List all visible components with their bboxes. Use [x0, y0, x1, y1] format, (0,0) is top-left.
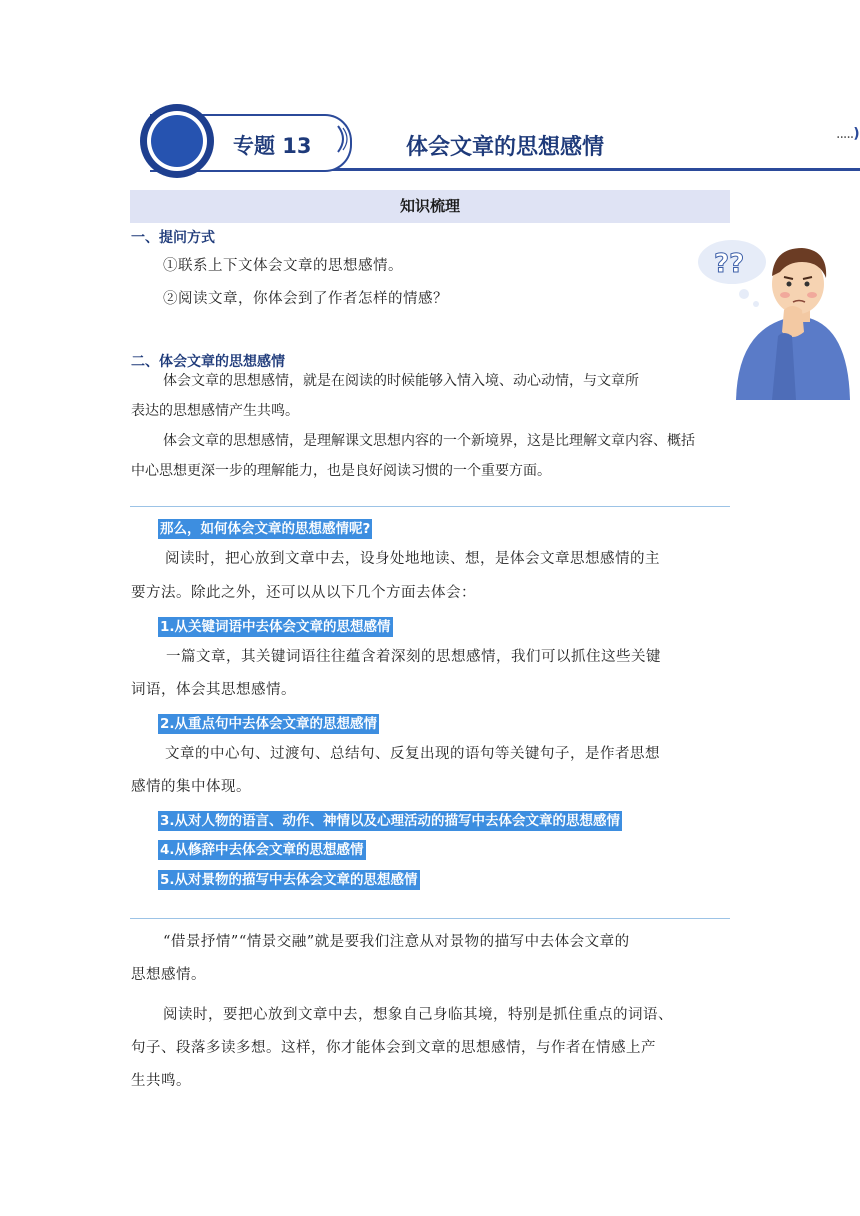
- closing-p1-line1: “借景抒情”“情景交融”就是要我们注意从对景物的描写中去体会文章的: [163, 934, 630, 950]
- section2-p1-line2: 表达的思想感情产生共鸣。: [131, 403, 299, 419]
- divider: [130, 918, 730, 919]
- method-intro-line1: 阅读时，把心放到文章中去，设身处地地读、想，是体会文章思想感情的主: [165, 551, 660, 567]
- question-item-1: ①联系上下文体会文章的思想感情。: [163, 258, 403, 274]
- method-5-heading: 5.从对景物的描写中去体会文章的思想感情: [160, 872, 418, 888]
- thinking-person-illustration: [692, 232, 854, 402]
- closing-p2-line2: 句子、段落多读多想。这样，你才能体会到文章的思想感情，与作者在情感上产: [131, 1040, 656, 1056]
- section2-p2-line1: 体会文章的思想感情，是理解课文思想内容的一个新境界，这是比理解文章内容、概括: [163, 433, 695, 449]
- chevron-right-icon: [336, 124, 350, 154]
- section1-heading: 一、提问方式: [131, 230, 215, 246]
- method-1-heading: 1.从关键词语中去体会文章的思想感情: [160, 619, 391, 635]
- method-2-line1: 文章的中心句、过渡句、总结句、反复出现的语句等关键句子，是作者思想: [165, 746, 660, 762]
- closing-p2-line1: 阅读时，要把心放到文章中去，想象自己身临其境，特别是抓住重点的词语、: [163, 1007, 673, 1023]
- method-intro-line2: 要方法。除此之外，还可以从以下几个方面去体会：: [131, 585, 476, 601]
- section2-heading: 二、体会文章的思想感情: [131, 354, 285, 370]
- method-1-line1: 一篇文章，其关键词语往往蕴含着深刻的思想感情，我们可以抓住这些关键: [166, 649, 661, 665]
- band-title: 知识梳理: [399, 197, 460, 215]
- header-dots: .....): [836, 126, 859, 142]
- method-2-line2: 感情的集中体现。: [131, 779, 251, 795]
- section2-p1-line1: 体会文章的思想感情，就是在阅读的时候能够入情入境、动心动情，与文章所: [163, 373, 639, 389]
- closing-p1-line2: 思想感情。: [131, 967, 206, 983]
- page-title: 体会文章的思想感情: [406, 135, 605, 160]
- closing-p2-line3: 生共鸣。: [131, 1073, 191, 1089]
- topic-label: 专题 13: [233, 134, 312, 158]
- method-1-line2: 词语，体会其思想感情。: [131, 682, 296, 698]
- method-3-heading: 3.从对人物的语言、动作、神情以及心理活动的描写中去体会文章的思想感情: [160, 813, 621, 829]
- section2-p2-line2: 中心思想更深一步的理解能力，也是良好阅读习惯的一个重要方面。: [131, 463, 551, 479]
- section-band: [130, 190, 730, 223]
- method-4-heading: 4.从修辞中去体会文章的思想感情: [160, 842, 364, 858]
- method-question: 那么，如何体会文章的思想感情呢?: [160, 521, 371, 537]
- question-item-2: ②阅读文章，你体会到了作者怎样的情感？: [163, 291, 448, 307]
- header-badge-core: [151, 115, 203, 167]
- method-2-heading: 2.从重点句中去体会文章的思想感情: [160, 716, 378, 732]
- question-marks: ??: [714, 249, 745, 279]
- divider: [130, 506, 730, 507]
